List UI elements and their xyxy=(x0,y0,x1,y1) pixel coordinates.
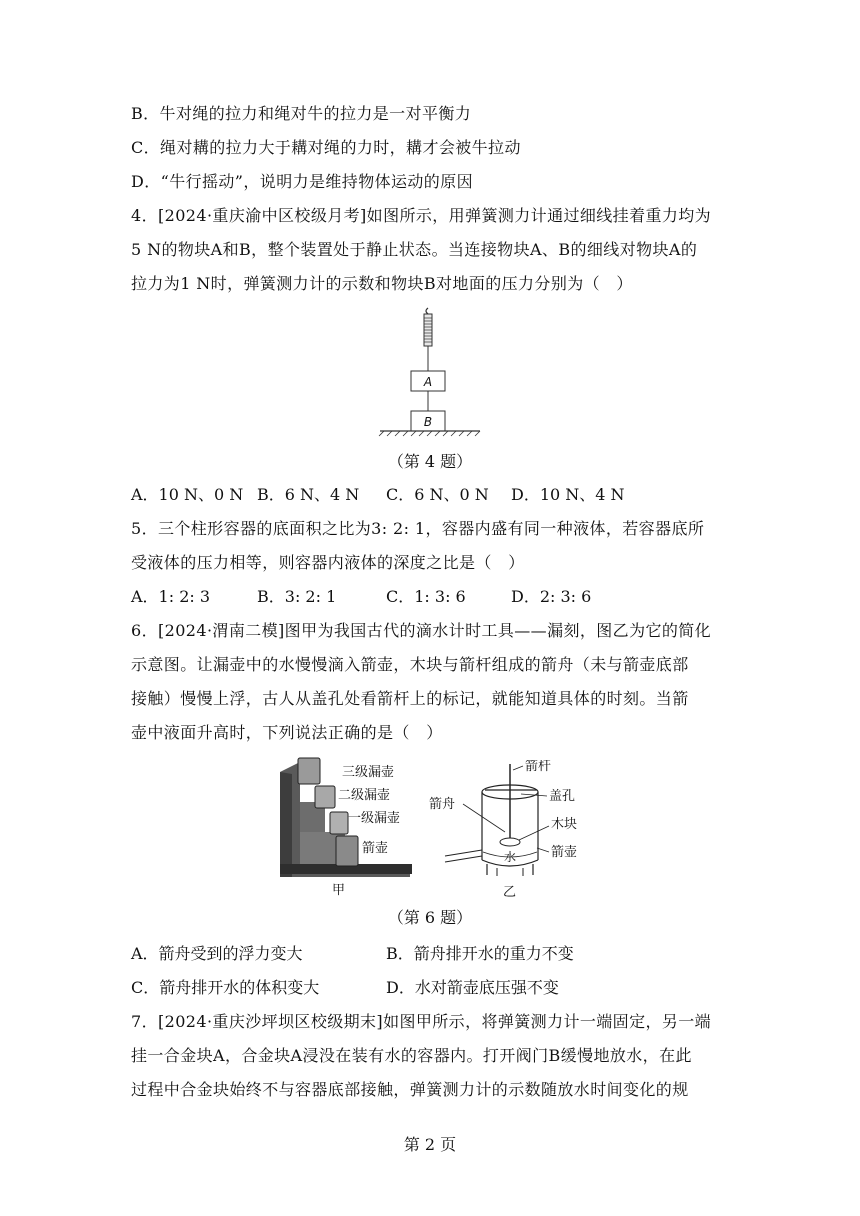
q6-jia-label-vessel: 箭壶 xyxy=(362,841,389,856)
q7-line-3: 过程中合金块始终不与容器底部接触，弹簧测力计的示数随放水时间变化的规 xyxy=(131,1080,689,1099)
q6-figure-jia xyxy=(270,752,420,900)
q3-option-c: C．绳对耩的拉力大于耩对绳的力时，耩才会被牛拉动 xyxy=(131,138,521,157)
q5-line-1: 5．三个柱形容器的底面积之比为3: 2: 1，容器内盛有同一种液体，若容器底所 xyxy=(131,519,705,538)
q6-line-3: 接触）慢慢上浮，古人从盖孔处看箭杆上的标记，就能知道具体的时刻。当箭 xyxy=(131,689,689,708)
q6-yi-name: 乙 xyxy=(503,885,517,900)
q6-option-d: D．水对箭壶底压强不变 xyxy=(386,978,559,997)
q6-yi-label-vessel: 箭壶 xyxy=(551,845,578,860)
q6-jia-name: 甲 xyxy=(332,883,346,898)
q7-line-2: 挂一合金块A，合金块A浸没在装有水的容器内。打开阀门B缓慢地放水，在此 xyxy=(131,1046,692,1065)
q4-block-a-label: A xyxy=(423,375,433,389)
q6-jia-label-level2: 二级漏壶 xyxy=(338,788,391,803)
q3-option-b: B．牛对绳的拉力和绳对牛的拉力是一对平衡力 xyxy=(131,104,472,123)
q6-line-4: 壶中液面升高时，下列说法正确的是（ ） xyxy=(131,723,443,742)
q6-figure-yi xyxy=(425,760,595,900)
q6-option-a: A．箭舟受到的浮力变大 xyxy=(131,944,303,963)
q6-yi-label-hole: 盖孔 xyxy=(549,789,576,804)
q5-option-d: D．2: 3: 6 xyxy=(511,587,592,606)
q4-block-b-label: B xyxy=(423,415,433,429)
q4-option-a: A．10 N、0 N xyxy=(131,485,244,504)
q7-line-1: 7．[2024·重庆沙坪坝区校级期末]如图甲所示，将弹簧测力计一端固定，另一端 xyxy=(131,1012,712,1031)
q6-jia-label-level1: 一级漏壶 xyxy=(348,811,401,826)
q4-caption: （第 4 题） xyxy=(387,452,473,471)
q6-yi-label-water: 水 xyxy=(504,850,517,864)
page-number: 第 2 页 xyxy=(403,1135,457,1154)
q5-option-b: B．3: 2: 1 xyxy=(257,587,337,606)
q6-jia-label-level3: 三级漏壶 xyxy=(342,765,395,780)
q5-option-a: A．1: 2: 3 xyxy=(131,587,211,606)
q4-line-3: 拉力为1 N时，弹簧测力计的示数和物块B对地面的压力分别为（ ） xyxy=(131,274,633,293)
q6-caption: （第 6 题） xyxy=(387,908,473,927)
q3-option-d: D．“牛行摇动”，说明力是维持物体运动的原因 xyxy=(131,172,473,191)
q4-option-d: D．10 N、4 N xyxy=(511,485,625,504)
q5-option-c: C．1: 3: 6 xyxy=(386,587,466,606)
q5-line-2: 受液体的压力相等，则容器内液体的深度之比是（ ） xyxy=(131,553,525,572)
q6-yi-label-block: 木块 xyxy=(551,817,578,832)
q6-option-c: C．箭舟排开水的体积变大 xyxy=(131,978,320,997)
q6-yi-label-rod: 箭杆 xyxy=(525,760,552,774)
q4-line-2: 5 N的物块A和B，整个装置处于静止状态。当连接物块A、B的细线对物块A的 xyxy=(131,240,698,259)
q6-option-b: B．箭舟排开水的重力不变 xyxy=(386,944,574,963)
q4-option-c: C．6 N、0 N xyxy=(386,485,489,504)
q6-yi-label-boat: 箭舟 xyxy=(429,797,456,812)
q4-figure xyxy=(370,306,490,441)
q6-line-2: 示意图。让漏壶中的水慢慢滴入箭壶，木块与箭杆组成的箭舟（未与箭壶底部 xyxy=(131,655,689,674)
q4-line-1: 4．[2024·重庆渝中区校级月考]如图所示，用弹簧测力计通过细线挂着重力均为 xyxy=(131,206,712,225)
q4-option-b: B．6 N、4 N xyxy=(257,485,360,504)
q6-line-1: 6．[2024·渭南二模]图甲为我国古代的滴水计时工具——漏刻，图乙为它的简化 xyxy=(131,621,712,640)
